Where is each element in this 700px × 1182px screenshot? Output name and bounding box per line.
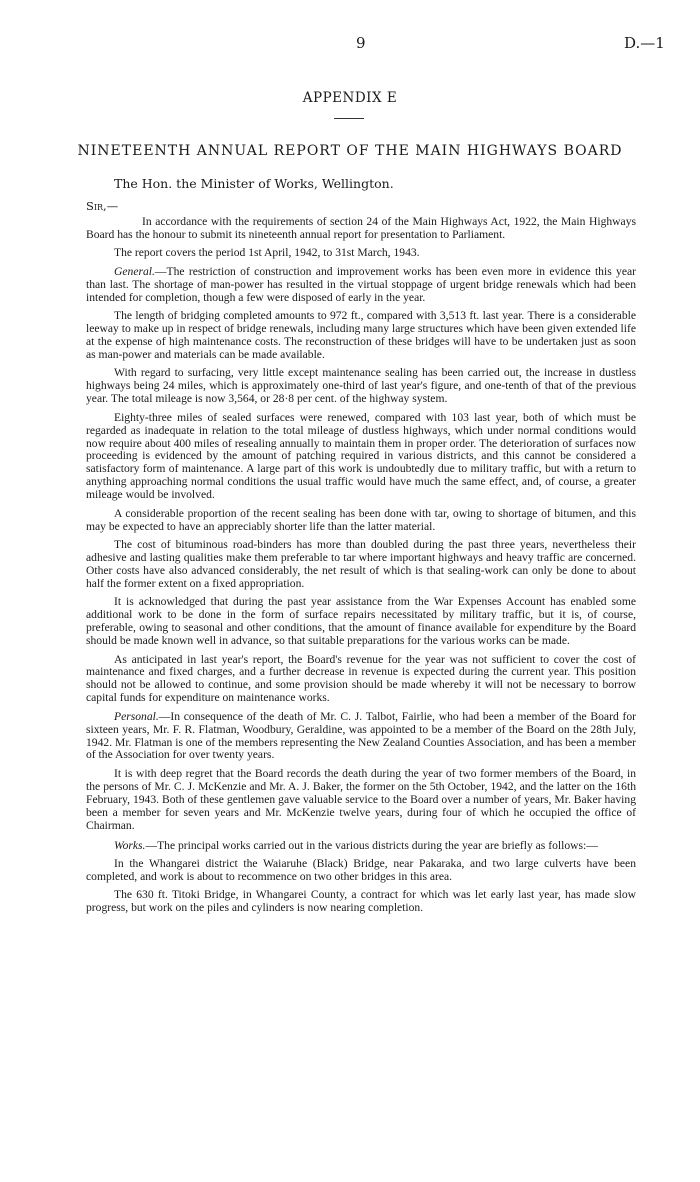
addressee: The Hon. the Minister of Works, Wellington. (114, 176, 394, 191)
paragraph: A considerable proportion of the recent sealing has been done with tar, owing to shortage of bitumen, and this may be expected to have an appreciably shorter life than the latter material. (86, 506, 636, 533)
document-reference: D.—1 (624, 34, 665, 52)
report-title: NINETEENTH ANNUAL REPORT OF THE MAIN HIGHWAYS BOARD (77, 143, 623, 159)
paragraph: In the Whangarei district the Waiaruhe (Black) Bridge, near Pakaraka, and two large culverts have been completed, and work is about to recommence on two other bridges in this area. (86, 857, 636, 883)
appendix-heading: APPENDIX E (302, 90, 398, 106)
paragraph: The length of bridging completed amounts to 972 ft., compared with 3,513 ft. last year. There is a considerable leeway to make up in respect of bridge renewals, including many large structures which have been given extended life at the expense of high maintenance costs. The reconstruction of these bridges will have to be undertaken just as soon as man-power and materials can be made available. (86, 309, 636, 361)
paragraph: The report covers the period 1st April, 1942, to 31st March, 1943. (114, 246, 420, 260)
paragraph: It is acknowledged that during the past year assistance from the War Expenses Account has enabled some additional work to be done in the form of surface repairs necessitated by military traffic, but it is, of course, preferable, owing to seasonal and other conditions, that the amount of finance available for expenditure by the Board should be made known well in advance, so that suitable preparations for the various works can be made. (86, 595, 636, 648)
heading-rule (334, 118, 364, 119)
paragraph: In accordance with the requirements of section 24 of the Main Highways Act, 1922, the Main Highways Board has the honour to submit its nineteenth annual report for presentation to Parliament. (86, 215, 636, 241)
paragraph: Eighty-three miles of sealed surfaces were renewed, compared with 103 last year, both of which must be regarded as inadequate in relation to the total mileage of dustless highways, which under normal conditions would now require about 400 miles of resealing annually to maintain them in proper order. The deterioration of surfaces now proceeding is evidenced by the amount of patching required in various districts, and this cannot be considered a satisfactory form of maintenance. A large part of this work is undoubtedly due to military traffic, but with a return to anything approaching normal conditions the usual traffic would have much the same effect, and, of course, a greater mileage would be involved. (86, 410, 636, 502)
section-lead: Works. (114, 838, 146, 852)
paragraph: General.—The restriction of construction and improvement works has been even more in evidence this year than last. The shortage of man-power has resulted in the virtual stoppage of urgent bridge renewals which had been intended for completion, though a few were disposed of early in the year. (86, 264, 636, 304)
report-body (86, 216, 636, 921)
paragraph: Personal.—In consequence of the death of Mr. C. J. Talbot, Fairlie, who had been a member of the Board for sixteen years, Mr. F. R. Flatman, Woodbury, Geraldine, was appointed to be a member of the Board on the 28th July, 1942. Mr. Flatman is one of the members representing the New Zealand Counties Association, and has been a member of the Association for over twenty years. (86, 709, 636, 762)
section-lead: Personal. (114, 709, 159, 723)
salutation: Sir,— (86, 199, 119, 213)
paragraph: Works.—The principal works carried out in the various districts during the year are briefly as follows:— (114, 838, 598, 852)
page-number: 9 (356, 34, 366, 52)
paragraph: The cost of bituminous road-binders has more than doubled during the past three years, nevertheless their adhesive and lasting qualities make them preferable to tar where important highways and heavy traffic are concerned. Other costs have also advanced considerably, the net result of which is that sealing-work can only be done to about half the former extent on a fixed appropriation. (86, 538, 636, 590)
paragraph: As anticipated in last year's report, the Board's revenue for the year was not sufficient to cover the cost of maintenance and fixed charges, and a further decrease in revenue is expected during the current year. This position should not be allowed to continue, and some provision should be made whereby it will not be necessary to borrow capital funds for expenditure on maintenance works. (86, 652, 636, 705)
paragraph: With regard to surfacing, very little except maintenance sealing has been carried out, the increase in dustless highways being 24 miles, which is approximately one-third of last year's figure, and one-tenth of that of the previous year. The total mileage is now 3,564, or 28·8 per cent. of the highway system. (86, 366, 636, 406)
paragraph: The 630 ft. Titoki Bridge, in Whangarei County, a contract for which was let early last year, has made slow progress, but work on the piles and cylinders is now nearing completion. (86, 888, 636, 915)
section-lead: General. (114, 264, 155, 278)
paragraph: It is with deep regret that the Board records the death during the year of two former members of the Board, in the persons of Mr. C. J. McKenzie and Mr. A. J. Baker, the former on the 5th October, 1942, and the latter on the 16th February, 1943. Both of these gentlemen gave valuable service to the Board over a number of years, Mr. Baker having been a member for seven years and Mr. McKenzie twelve years, during four of which he occupied the office of Chairman. (86, 766, 636, 832)
